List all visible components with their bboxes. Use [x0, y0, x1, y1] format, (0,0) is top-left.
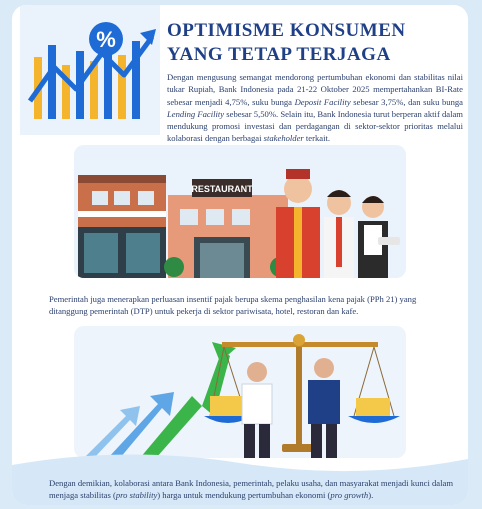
restaurant-illustration [74, 145, 406, 278]
paragraph-bi-rate: Dengan mengusung semangat mendorong pertumbuhan ekonomi dan stabilitas nilai tukar Rupiah, Bank Indonesia pada 21-22 Oktober 2025 mempertahankan BI-Rate sebesar menjadi 4,75%, suku bunga Deposit Facility sebesar 3,75%, dan suku bunga Lending Facility sebesar 5,50%. Selain itu, Bank Indonesia turut berperan aktif dalam mendukung promosi investasi dan perdagangan di sektor-sektor prioritas melalui kolaborasi dengan berbagai stakeholder terkait. [167, 72, 463, 144]
infographic-card [12, 5, 468, 505]
page-title [167, 19, 467, 67]
svg-text:%: % [96, 27, 116, 52]
paragraph-tax-incentive: Pemerintah juga menerapkan perluasan insentif pajak berupa skema penghasilan kena pajak (PPh 21) yang ditanggung pemerintah (DTP) untuk pekerja di sektor pariwisata, hotel, restoran dan kafe. [49, 294, 417, 317]
paragraph-collaboration: Dengan demikian, kolaborasi antara Bank Indonesia, pemerintah, pelaku usaha, dan masyarakat menjadi kunci dalam menjaga stabilitas (pro stability) harga untuk mendukung pertumbuhan ekonomi (pro growth). [49, 478, 454, 501]
percent-chart-icon [20, 5, 160, 135]
title-line-2: YANG TETAP TERJAGA [167, 44, 391, 65]
restaurant-sign: RESTAURANT [191, 184, 253, 194]
title-line-1: OPTIMISME KONSUMEN [167, 20, 406, 41]
balance-growth-illustration [74, 326, 406, 458]
